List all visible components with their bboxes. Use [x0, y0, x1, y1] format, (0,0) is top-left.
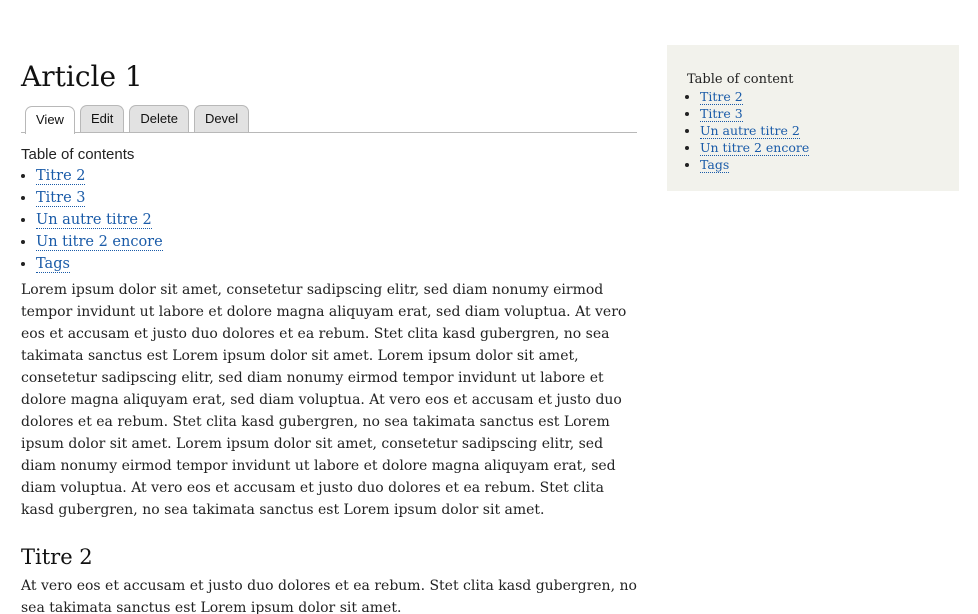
intro-paragraph: Lorem ipsum dolor sit amet, consetetur sadipscing elitr, sed diam nonumy eirmod tempor invidunt ut labore et dolore magna aliquyam erat, sed diam voluptua. At vero eos et accusam et justo duo dolores et ea rebum. Stet clita kasd gubergren, no sea takimata sanctus est Lorem ipsum dolor sit amet. Lorem ipsum dolor sit amet, consetetur sadipscing elitr, sed diam nonumy eirmod tempor invidunt ut labore et dolore magna aliquyam erat, sed diam voluptua. At vero eos et accusam et justo duo dolores et ea rebum. Stet clita kasd gubergren, no sea takimata sanctus est Lorem ipsum dolor sit amet. Lorem ipsum dolor sit amet, consetetur sadipscing elitr, sed diam nonumy eirmod tempor invidunt ut labore et dolore magna aliquyam erat, sed diam voluptua. At vero eos et accusam et justo duo dolores et ea rebum. Stet clita kasd gubergren, no sea takimata sanctus est Lorem ipsum dolor sit amet.: [21, 282, 627, 518]
toc-link-un-autre-titre-2[interactable]: Un autre titre 2: [36, 212, 152, 228]
sidebar-toc-block: [667, 45, 959, 191]
toc-item: [36, 253, 637, 275]
sidebar-title: Table of content: [687, 72, 794, 87]
toc-item: [36, 209, 637, 231]
toc-link-un-titre-2-encore[interactable]: Un titre 2 encore: [36, 234, 163, 250]
toc-item: [36, 165, 637, 187]
sidebar-toc-item: [700, 105, 939, 122]
tab-view[interactable]: View: [25, 106, 75, 134]
sidebar-link-tags[interactable]: Tags: [700, 157, 730, 172]
sidebar-toc-item: [700, 122, 939, 139]
sidebar-link-titre-2[interactable]: Titre 2: [700, 89, 743, 104]
toc-item: [36, 231, 637, 253]
sidebar-toc-item: [700, 88, 939, 105]
toc-title: Table of contents: [21, 146, 135, 163]
sidebar-toc-item: [700, 156, 939, 173]
sidebar-link-titre-3[interactable]: Titre 3: [700, 106, 743, 121]
toc-link-tags[interactable]: Tags: [36, 256, 70, 272]
main-content: [21, 58, 637, 614]
toc-item: [36, 187, 637, 209]
section-title: Titre 2: [21, 545, 93, 569]
page-title: Article 1: [21, 60, 143, 93]
toc-link-titre-3[interactable]: Titre 3: [36, 190, 86, 206]
toc-list: [21, 165, 637, 275]
sidebar-link-un-autre-titre-2[interactable]: Un autre titre 2: [700, 123, 800, 138]
tab-bar: [21, 105, 637, 133]
sidebar-toc-item: [700, 139, 939, 156]
sidebar-toc-list: [687, 88, 939, 173]
tab-devel[interactable]: Devel: [194, 105, 249, 132]
sidebar-link-un-titre-2-encore[interactable]: Un titre 2 encore: [700, 140, 810, 155]
section-paragraph: At vero eos et accusam et justo duo dolores et ea rebum. Stet clita kasd gubergren, no sea takimata sanctus est Lorem ipsum dolor sit amet.: [21, 578, 637, 614]
tab-delete[interactable]: Delete: [129, 105, 189, 132]
tab-edit[interactable]: Edit: [80, 105, 124, 132]
toc-link-titre-2[interactable]: Titre 2: [36, 168, 86, 184]
